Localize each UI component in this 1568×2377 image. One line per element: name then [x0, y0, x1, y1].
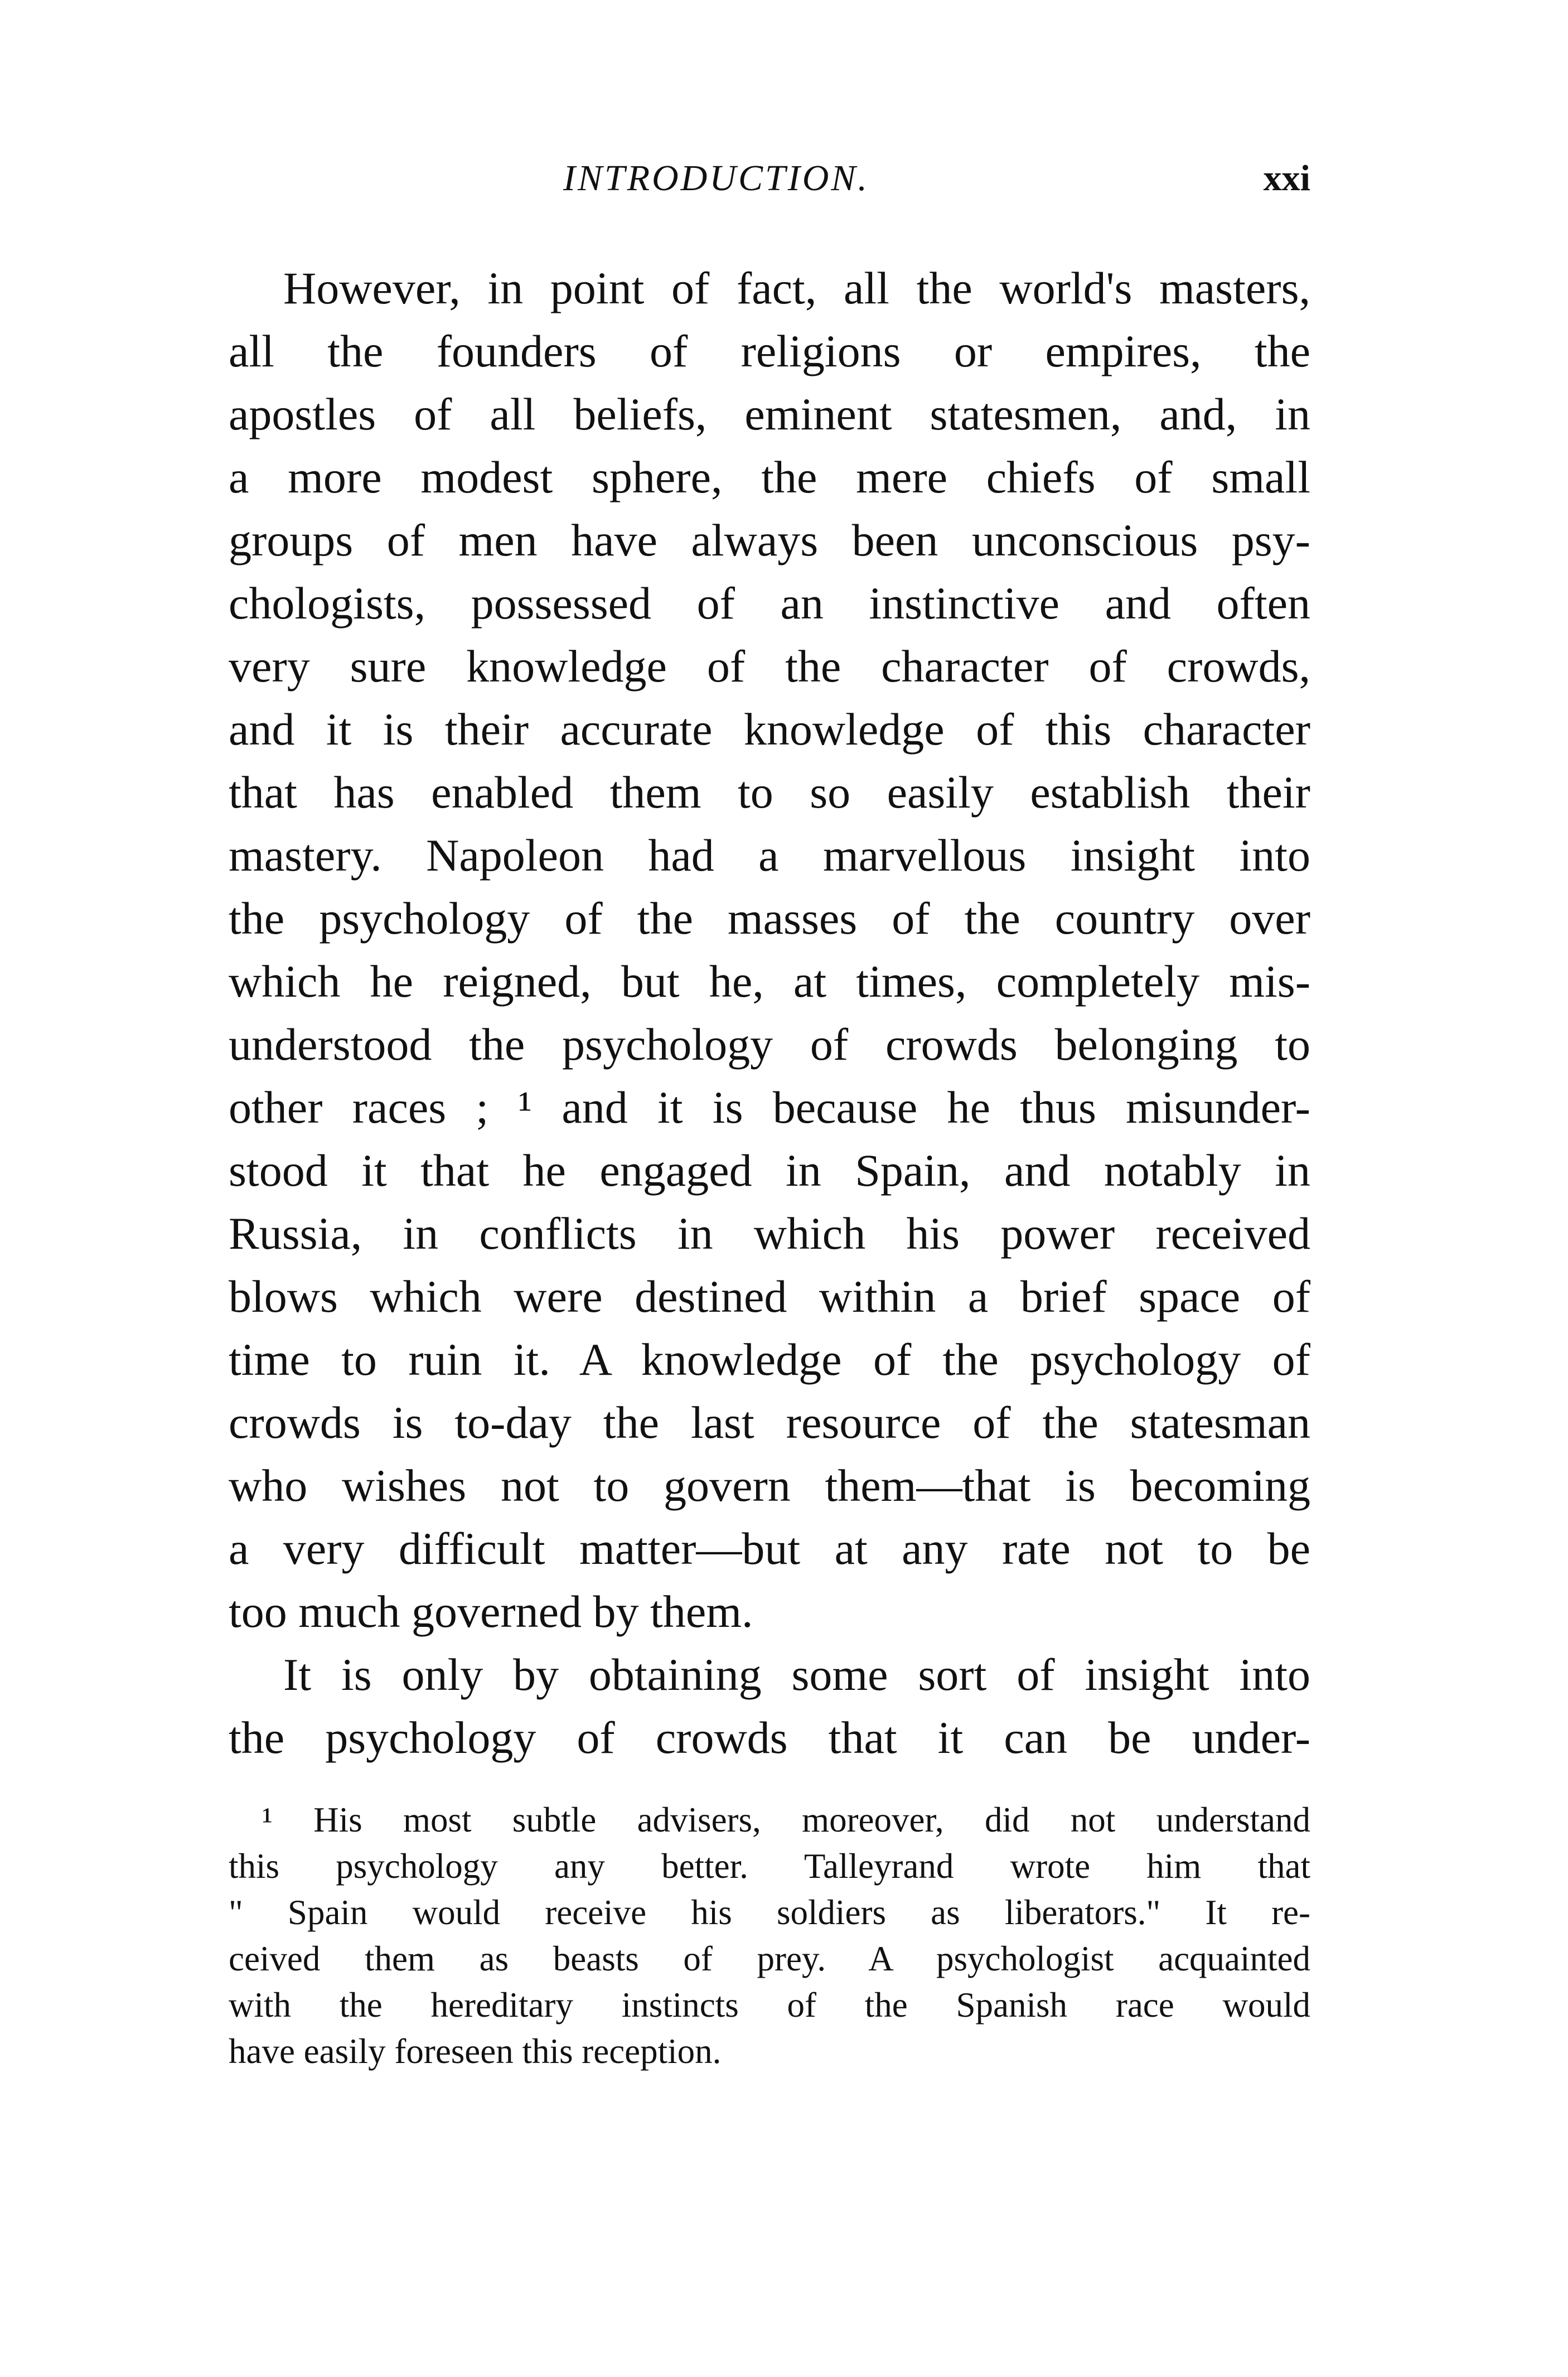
text-line: who wishes not to govern them—that is becoming — [229, 1460, 1310, 1511]
text-line: mastery. Napoleon had a marvellous insight into — [229, 830, 1310, 881]
text-line: very sure knowledge of the character of crowds, — [229, 641, 1310, 692]
running-head: INTRODUCTION. — [563, 158, 869, 199]
text-line: apostles of all beliefs, eminent statesmen, and, in — [229, 389, 1310, 439]
text-line: time to ruin it. A knowledge of the psychology of — [229, 1334, 1310, 1385]
text-line: a more modest sphere, the mere chiefs of small — [229, 452, 1310, 503]
text-line: other races ; ¹ and it is because he thus misunder- — [229, 1082, 1310, 1133]
text-line: blows which were destined within a brief space of — [229, 1271, 1310, 1322]
page-header — [229, 151, 1310, 212]
text-line: It is only by obtaining some sort of insight into — [283, 1649, 1310, 1700]
text-line: However, in point of fact, all the world's masters, — [283, 263, 1310, 313]
text-line: stood it that he engaged in Spain, and notably in — [229, 1145, 1310, 1196]
text-line: all the founders of religions or empires, the — [229, 326, 1310, 376]
text-line: the psychology of crowds that it can be under- — [229, 1712, 1310, 1763]
text-line: Russia, in conflicts in which his power received — [229, 1208, 1310, 1259]
footnote-line: " Spain would receive his soldiers as liberators." It re- — [229, 1893, 1310, 1932]
footnote-line: this psychology any better. Talleyrand wrote him that — [229, 1847, 1310, 1886]
text-line: crowds is to-day the last resource of the statesman — [229, 1397, 1310, 1448]
footnote-line: ceived them as beasts of prey. A psychologist acquainted — [229, 1939, 1310, 1978]
page-number: xxi — [1263, 158, 1310, 199]
text-line: groups of men have always been unconscious psy- — [229, 515, 1310, 566]
text-line: and it is their accurate knowledge of this character — [229, 704, 1310, 755]
text-line: the psychology of the masses of the country over — [229, 893, 1310, 944]
footnote-line: have easily foreseen this reception. — [229, 2032, 722, 2071]
footnote-line: with the hereditary instincts of the Spanish race would — [229, 1985, 1310, 2025]
main-text — [229, 257, 1310, 1769]
text-line: chologists, possessed of an instinctive and often — [229, 578, 1310, 629]
text-line: understood the psychology of crowds belonging to — [229, 1019, 1310, 1070]
footnote — [229, 1797, 1310, 2075]
text-line: which he reigned, but he, at times, completely mis- — [229, 956, 1310, 1007]
text-line: that has enabled them to so easily establish their — [229, 767, 1310, 818]
paragraph-last-line: too much governed by them. — [229, 1586, 753, 1637]
text-line: a very difficult matter—but at any rate not to be — [229, 1523, 1310, 1574]
footnote-line: ¹ His most subtle advisers, moreover, did not understand — [262, 1800, 1310, 1839]
